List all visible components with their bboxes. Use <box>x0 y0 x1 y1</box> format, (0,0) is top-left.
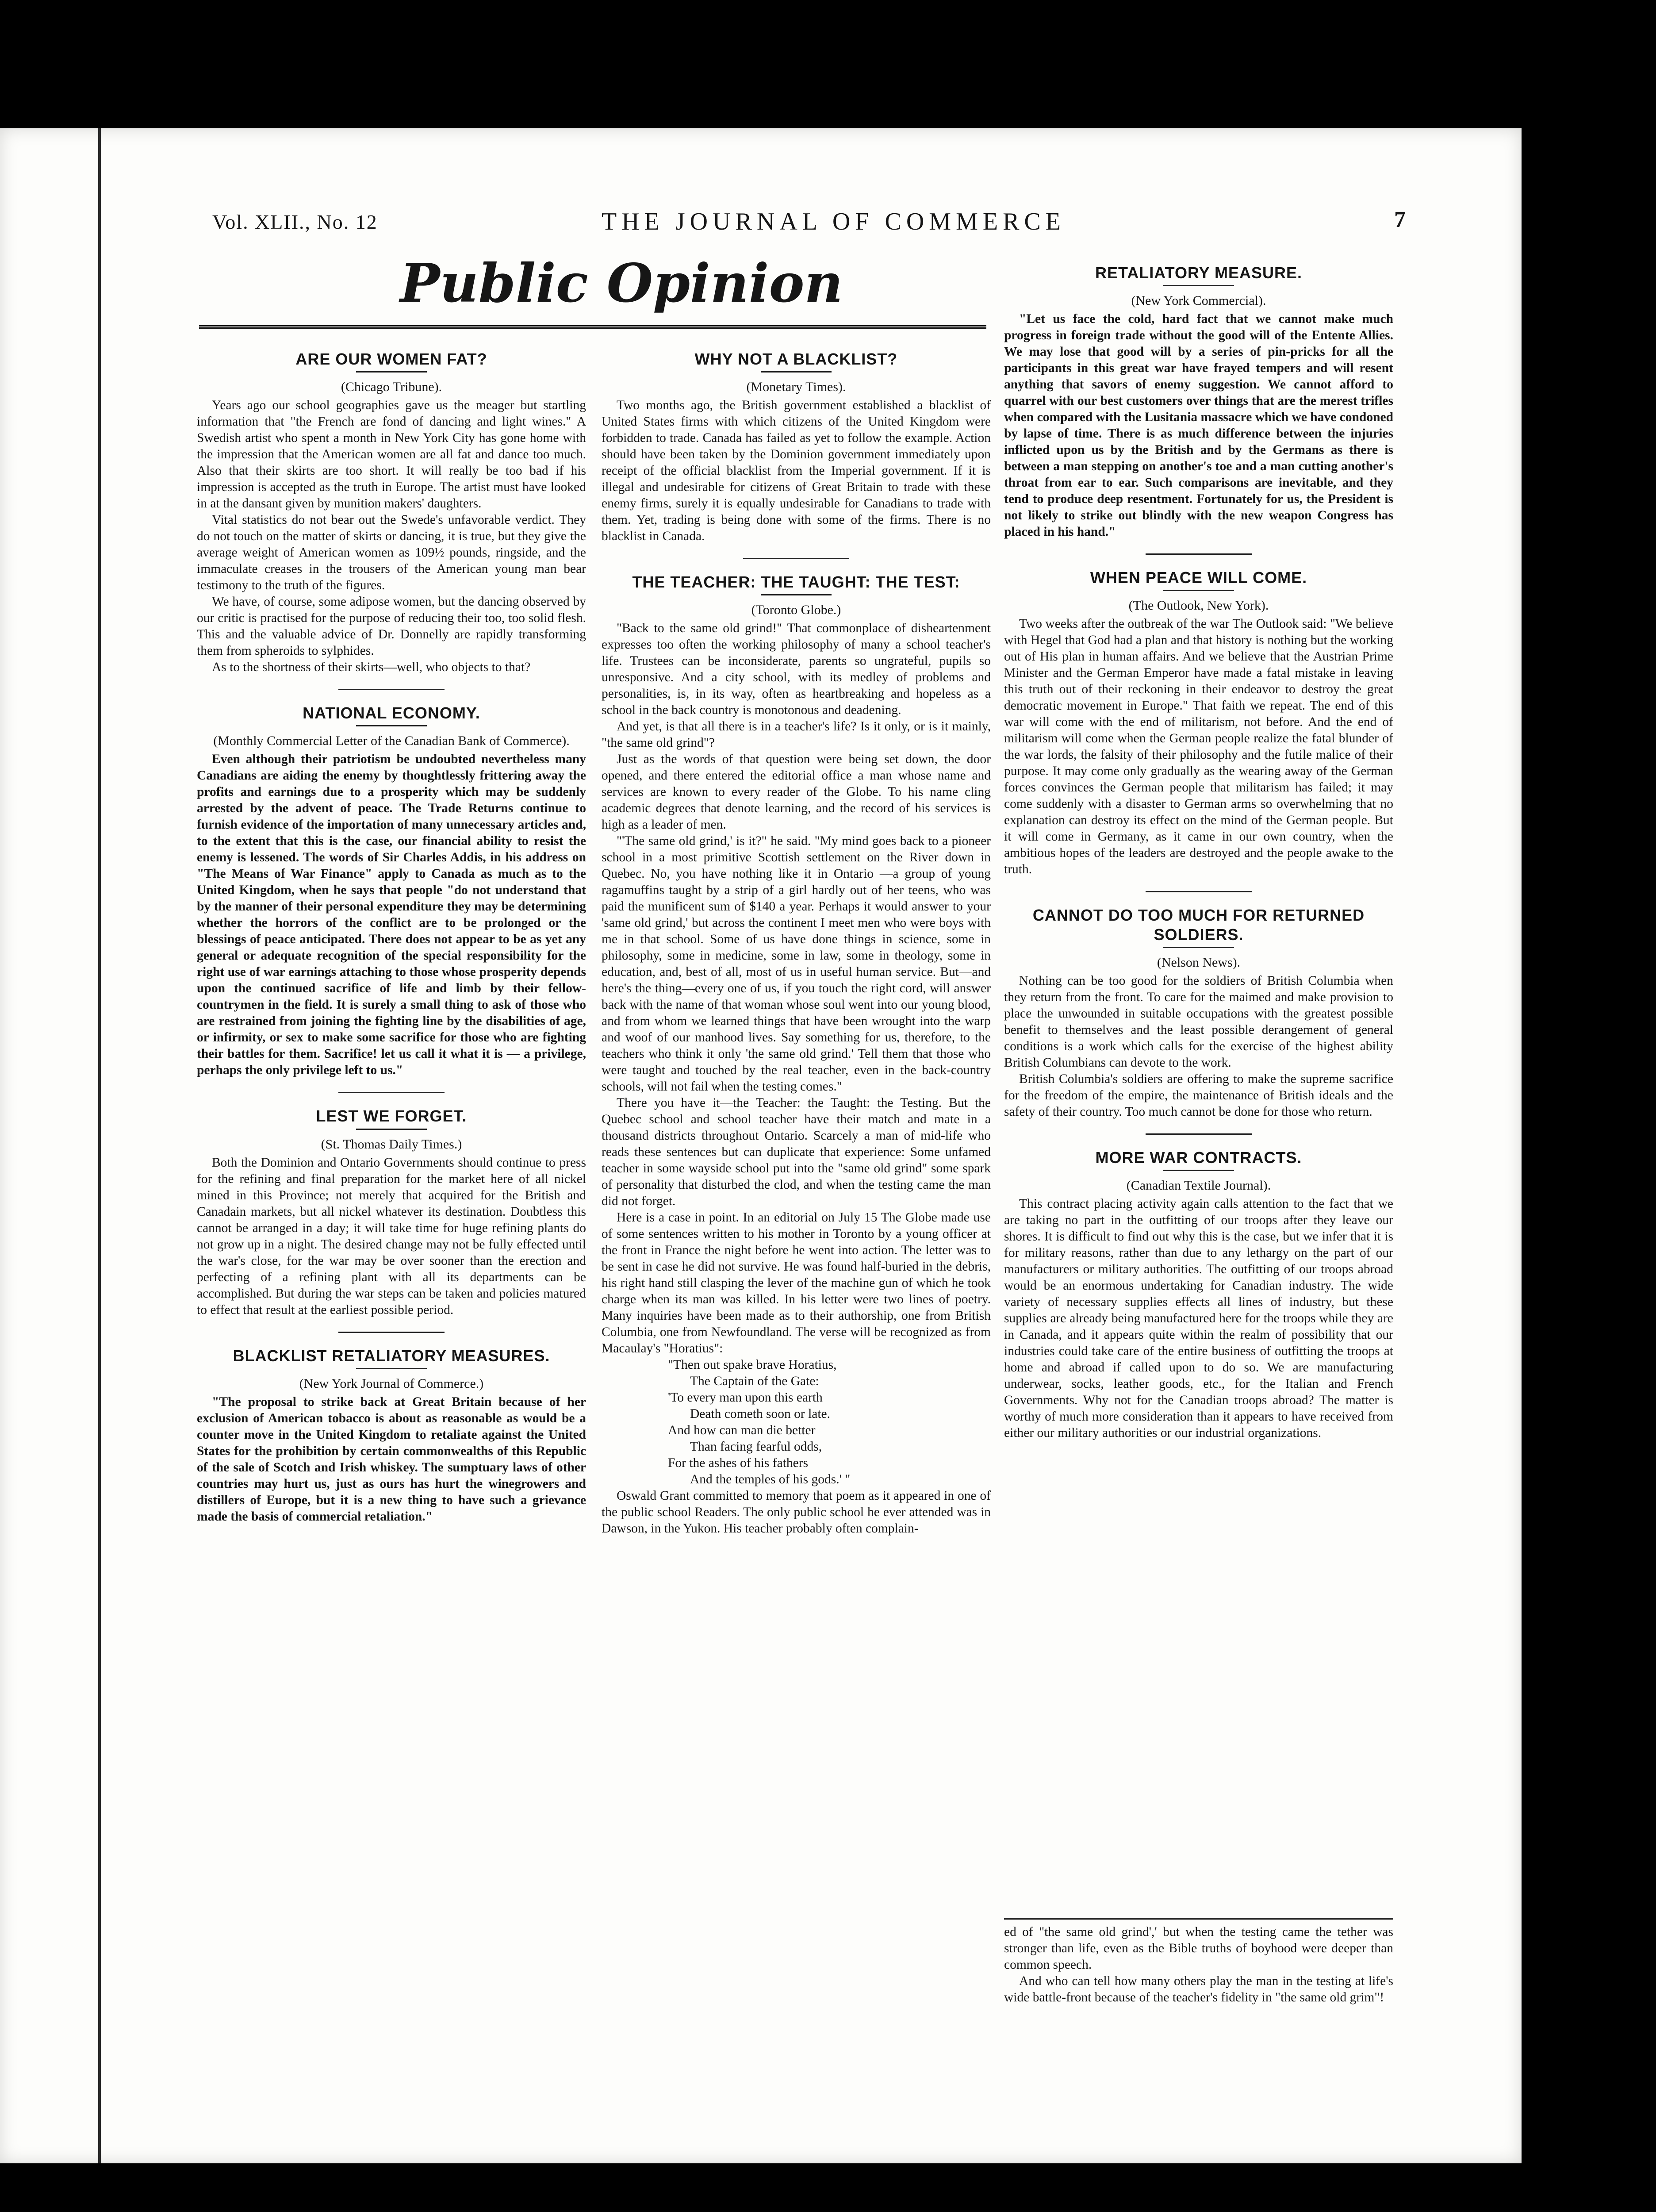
source: (Toronto Globe.) <box>751 603 841 618</box>
source: (The Outlook, New York). <box>1128 598 1269 613</box>
paragraph: Two months ago, the British government established a blacklist of United States firms with which citizens of the United Kingdom were forbidden to trade. Canada has failed as yet to follow the example. Action should have been taken by the Dominion government immediately upon receipt of the official blacklist from the Imperial government. If it is illegal and undesirable for citizens of Great Britain to trade with these enemy firms, surely it is equally undesirable for Canadians to trade with them. Yet, trading is being done with some of the firms. There is no blacklist in Canada. <box>602 398 991 544</box>
verse-line: Than facing fearful odds, <box>690 1440 822 1454</box>
paragraph: "Let us face the cold, hard fact that we cannot make much progress in foreign trade without the good will of the Entente Allies. We may lose that good will by a series of pin-pricks for all the participants in this great war have frayed tempers and will resent anything that savors of enemy suggestion. We cannot afford to quarrel with our best customers over things that are the merest trifles when compared with the Lusitania massacre which we have condoned by lapse of time. There is as much difference between the injuries inflicted upon us by the British and by the Germans as there is between a man stepping on another's toe and a man cutting another's throat from ear to ear. Such comparisons are inevitable, and they tend to produce deep resentment. Fortunately for us, the President is not likely to strike out blindly with the new weapon Congress has placed in his hand." <box>1004 312 1393 539</box>
article-blacklist-retaliatory <box>197 1346 586 1525</box>
headline: CANNOT DO TOO MUCH FOR RETURNED SOLDIERS. <box>1032 906 1365 944</box>
verse-line: And how can man die better <box>668 1423 816 1438</box>
paragraph: British Columbia's soldiers are offering to make the supreme sacrifice for the freedom of the empire, the maintenance of British ideals and the safety of their country. Too much cannot be done for those who return. <box>1004 1071 1393 1119</box>
headline-rule <box>761 371 832 373</box>
section-title: Public Opinion <box>400 252 843 315</box>
source: (Canadian Textile Journal). <box>1126 1178 1271 1193</box>
article-why-not-blacklist <box>602 349 991 545</box>
article-retaliatory-measure <box>1004 263 1393 540</box>
paragraph: "Back to the same old grind!" That commonplace of disheartenment expresses too often the working philosophy of many a school teacher's life. Trustees can be inconsiderate, parents so ungrateful, pupils so unresponsive. And a city school, with its medley of problems and personalities, is, in its way, often as heartbreaking and hopeless as a school in the back country is monotonous and deadening. <box>602 621 991 718</box>
column-2 <box>602 336 991 1548</box>
scan-border-right <box>1514 0 1656 2212</box>
page-number: 7 <box>1394 207 1407 232</box>
headline: RETALIATORY MEASURE. <box>1095 264 1303 282</box>
headline: WHY NOT A BLACKLIST? <box>694 350 898 368</box>
article-separator <box>338 1092 445 1093</box>
headline: BLACKLIST RETALIATORY MEASURES. <box>233 1346 550 1365</box>
column-3 <box>1004 250 1393 1453</box>
paragraph: Nothing can be too good for the soldiers of British Columbia when they return from the front. To care for the maimed and make provision to place the unwounded in suitable occupations with the greatest possible benefit to themselves and the least possible derangement of general conditions is a work which calls for the exercise of the highest ability British Columbians can devote to the work. <box>1004 973 1393 1070</box>
headline-rule <box>356 1129 427 1130</box>
headline: LEST WE FORGET. <box>316 1107 467 1125</box>
verse-line: The Captain of the Gate: <box>690 1374 819 1389</box>
article-separator <box>338 1332 445 1333</box>
verse-line: And the temples of his gods.' " <box>690 1472 851 1487</box>
verse-line: "Then out spake brave Horatius, <box>668 1358 837 1372</box>
continued-text <box>1004 1918 1393 2006</box>
headline: WHEN PEACE WILL COME. <box>1090 568 1307 587</box>
paragraph: As to the shortness of their skirts—well, who objects to that? <box>212 660 531 675</box>
article-when-peace <box>1004 568 1393 878</box>
headline: MORE WAR CONTRACTS. <box>1095 1148 1302 1167</box>
headline-rule <box>1163 947 1234 948</box>
headline-rule <box>356 371 427 373</box>
verse-line: For the ashes of his fathers <box>668 1456 809 1471</box>
article-separator <box>1146 1133 1252 1135</box>
paragraph: Both the Dominion and Ontario Governments should continue to press for the refining and final preparation for the market here of all nickel mined in this Province; not merely that acquired for the British and Canadain markets, but all nickel whatever its destination. Doubtless this cannot be arranged in a day; it will take time for huge refining plants do not grow up in a night. The desired change may not be fully effected until the war's close, for the war may be over sooner than the erection and perfecting of a refining plant with all its departments can be accomplished. But during the war steps can be taken and policies matured to effect that result at the earliest possible period. <box>197 1155 586 1317</box>
paragraph: Here is a case in point. In an editorial on July 15 The Globe made use of some sentences written to his mother in Toronto by a young officer at the front in France the night before he went into action. The letter was to be sent in case he did not survive. He was found half-buried in the debris, his right hand still clasping the lever of the machine gun of which he took charge when its man was killed. In his letter were two lines of poetry. Many inquiries have been made as to their authorship, one from British Columbia, one from Newfoundland. The verse will be recognized as from Macaulay's "Horatius": <box>602 1210 991 1356</box>
headline-rule <box>356 1368 427 1369</box>
article-separator <box>743 558 849 559</box>
headline-rule <box>1163 590 1234 591</box>
article-separator <box>338 689 445 690</box>
source: (Nelson News). <box>1157 955 1241 970</box>
article-teacher-taught-test <box>602 572 991 1537</box>
headline: THE TEACHER: THE TAUGHT: THE TEST: <box>632 573 960 591</box>
paragraph: Vital statistics do not bear out the Swede's unfavorable verdict. They do not touch on the matter of skirts or dancing, it is true, but they give the average weight of American women as 109½ pounds, ringside, and the immaculate creases in the trousers of the American young man bear testimony to the truth of the figures. <box>197 513 586 593</box>
paragraph: "The proposal to strike back at Great Britain because of her exclusion of American tobacco is about as reasonable as would be a counter move in the United Kingdom to retaliate against the United States for the prohibition by certain commonwealths of this Republic of the sale of Scotch and Irish whiskey. The sumptuary laws of other countries may hurt us, just as ours has hurt the winegrowers and distillers of Europe, but it is a new thing to have such a grievance made the basis of commercial retaliation." <box>197 1394 586 1524</box>
page-header <box>195 201 1424 237</box>
paragraph: And yet, is that all there is in a teacher's life? Is it only, or is it mainly, "the same old grind"? <box>602 719 991 750</box>
article-lest-we-forget <box>197 1106 586 1318</box>
source: (New York Commercial). <box>1131 293 1266 308</box>
paragraph: Even although their patriotism be undoubted nevertheless many Canadians are aiding the enemy by thoughtlessly frittering away the profits and earnings due to a prosperity which may be suddenly arrested by the advent of peace. The Trade Returns continue to furnish evidence of the importation of many unnecessary articles and, to the extent that this is the case, our financial ability to resist the enemy is lessened. The words of Sir Charles Addis, in his address on "The Means of War Finance" apply to Canada as much as to the United Kingdom, when he says that people "do not understand that by the manner of their personal expenditure they may be determining whether the horrors of the conflict are to be prolonged or the blessings of peace anticipated. There does not appear to be as yet any general or adequate recognition of the special responsibility for the right use of war earnings attaching to those whose prosperity depends upon the continued sacrifice of life and limb by their fellow-countrymen in the field. It is surely a small thing to ask of those who are restrained from joining the fighting line by the disabilities of age, or infirmity, or sex to make some sacrifice for those who are fighting their battles for them. Sacrifice! let us call it what it is — a privilege, perhaps the only privilege left to us." <box>197 752 586 1078</box>
headline-rule <box>356 725 427 726</box>
source: (St. Thomas Daily Times.) <box>321 1137 462 1152</box>
masthead: THE JOURNAL OF COMMERCE <box>602 208 1066 235</box>
article-war-contracts <box>1004 1148 1393 1441</box>
paragraph: And who can tell how many others play the man in the testing at life's wide battle-front because of the teacher's fidelity in "the same old grim"! <box>1004 1974 1393 2005</box>
headline-rule <box>761 594 832 595</box>
headline: NATIONAL ECONOMY. <box>303 704 480 722</box>
page-fold-line <box>98 128 101 2163</box>
article-returned-soldiers <box>1004 906 1393 1120</box>
headline-rule <box>1163 1170 1234 1171</box>
paragraph: This contract placing activity again calls attention to the fact that we are taking no part in the outfitting of our troops after they leave our shores. It is difficult to find out why this is the case, but we infer that it is for military reasons, rather than due to any lethargy on the part of our manufacturers or military authorities. The outfitting of our troops abroad would be an enormous undertaking for Canadian industry. The wide variety of necessary supplies effects all lines of industry, but these supplies are already being manufactured here for the troops while they are in Canada, and it appears quite within the realm of possibility that our industries could take care of the entire business of outfitting the troops at home and abroad if called upon to do so. We are manufacturing underwear, socks, leather goods, etc., for the Italian and French Governments. Why not for the Canadian troops abroad? The matter is worthy of much more consideration than it appears to have received from either our military authorities or our industrial organizations. <box>1004 1196 1393 1440</box>
headline: ARE OUR WOMEN FAT? <box>295 350 487 368</box>
title-rule <box>199 325 986 329</box>
paragraph: Just as the words of that question were being set down, the door opened, and there entered the editorial office a man whose name and services are known to every reader of the Globe. To his name cling academic degrees that denote learning, and the record of his services is high as a leader of men. <box>602 752 991 832</box>
poem-verse <box>602 1357 991 1488</box>
paragraph: ed of "the same old grind',' but when the testing came the tether was stronger than life, even as the Bible truths of boyhood were deeper than common speech. <box>1004 1925 1393 1972</box>
article-separator <box>1146 891 1252 892</box>
article-separator <box>1146 553 1252 555</box>
article-women-fat <box>197 349 586 676</box>
volume-label: Vol. XLII., No. 12 <box>212 211 378 233</box>
scan-border-top <box>0 0 1656 142</box>
article-national-economy <box>197 703 586 1079</box>
paragraph: There you have it—the Teacher: the Taught: the Testing. But the Quebec school and school teacher have their match and mate in a thousand districts throughout Ontario. Scarcely a man of mid-life who reads these sentences but can duplicate that experience: Some unfamed teacher in some wayside school put into the "same old grind" some spark of personality that disturbed the clod, and when the testing came the man did not forget. <box>602 1096 991 1209</box>
column-1 <box>197 336 586 1536</box>
verse-line: Death cometh soon or late. <box>690 1407 831 1421</box>
paragraph: Years ago our school geographies gave us the meager but startling information that "the French are fond of dancing and light wines." A Swedish artist who spent a month in New York City has gone home with the impression that the American women are all fat and dance too much. Also that their skirts are too short. It will really be too bad if his impression is accepted as the truth in Europe. The artist must have looked in at the dansant given by munition makers' daughters. <box>197 398 586 511</box>
source: (New York Journal of Commerce.) <box>299 1376 484 1391</box>
paragraph: We have, of course, some adipose women, but the dancing observed by our critic is practised for the purpose of reducing their too, too solid flesh. This and the valuable advice of Dr. Donnelly are rapidly transforming them from spheroids to sylphides. <box>197 595 586 658</box>
source: (Monthly Commercial Letter of the Canadian Bank of Commerce). <box>213 733 570 749</box>
paragraph: Two weeks after the outbreak of the war The Outlook said: "We believe with Hegel that God had a plan and that history is nothing but the working out of His plan in human affairs. And we believe that the Austrian Prime Minister and the German Emperor have made a fatal mistake in leaving this truth out of their reckoning in their endeavor to destroy the great democratic movement in Europe." That faith we repeat. The end of this war will come with the end of militarism, not before. And the end of militarism will come when the German people realize the fatal blunder of the war lords, the falsity of their philosophy and the futile malice of their purpose. It may come only gradually as the wearing away of the German forces convinces the German people that militarism has failed; it may come suddenly with a disaster to German arms so overwhelming that no explanation can destroy its effect on the mind of the German people. But it will come in Germany, as it came in our own country, when the ambitious hopes of the leaders are destroyed and the people awake to the truth. <box>1004 617 1393 877</box>
headline-rule <box>1163 285 1234 286</box>
source: (Monetary Times). <box>746 380 846 395</box>
source: (Chicago Tribune). <box>341 380 442 395</box>
paragraph: Oswald Grant committed to memory that poem as it appeared in one of the public school Readers. The only public school he ever attended was in Dawson, in the Yukon. His teacher probably often complain- <box>602 1489 991 1536</box>
verse-line: 'To every man upon this earth <box>668 1390 823 1405</box>
paragraph: "'The same old grind,' is it?" he said. "My mind goes back to a pioneer school in a most primitive Scottish settlement on the River down in Quebec. No, you have nothing like it in Ontario —a group of young ragamuffins taught by a strip of a girl hardly out of her teens, who was paid the munificent sum of $140 a year. Perhaps it would answer to your 'same old grind,' but across the continent I meet men who were boys with me in that school. Some of us have done things in science, some in philosophy, some in medicine, some in law, some in theology, some in education, and, best of all, most of us in useful human service. But—and here's the thing—every one of us, if you touch the right cord, will answer back with the name of that woman whose soul went into our young blood, and from whom we learned things that have been wrought into the warp and woof of our manhood lives. Say something for us, therefore, to the teachers who think it only 'the same old grind.' Tell them that those who were taught and touched by the real teacher, even in the back-country schools, will not fail when the testing comes." <box>602 834 991 1094</box>
